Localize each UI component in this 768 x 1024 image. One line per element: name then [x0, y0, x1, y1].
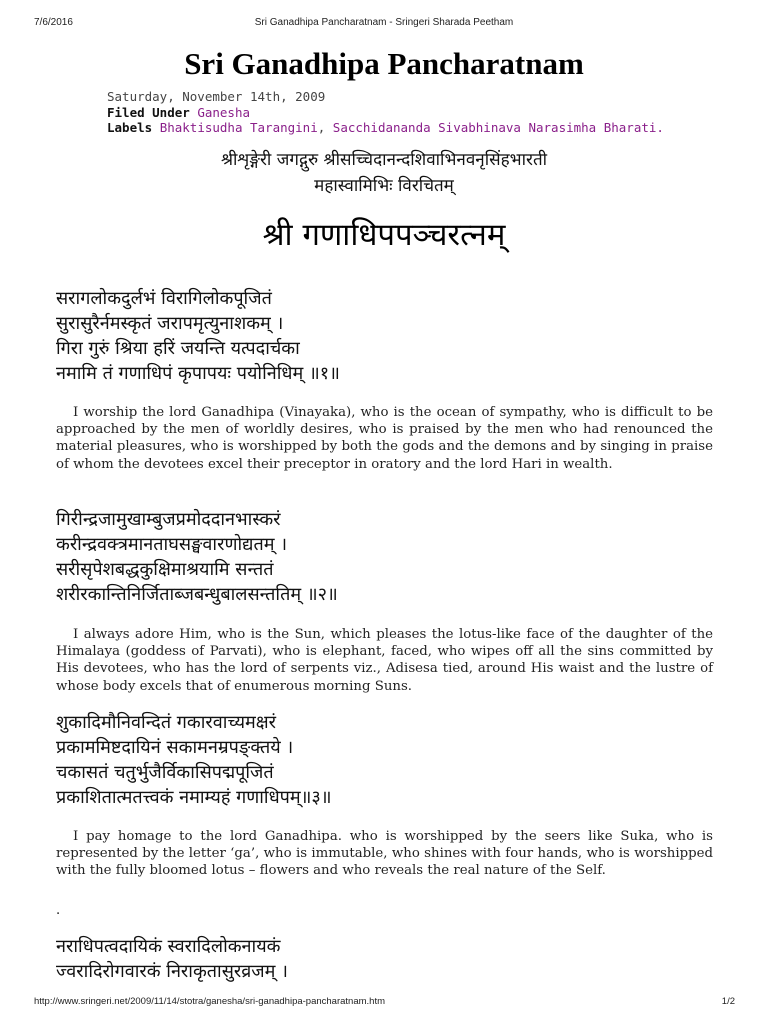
- verse-line: शुकादिमौनिवन्दितं गकारवाच्यमक्षरं: [56, 712, 277, 733]
- verse-line: ज्वरादिरोगवारकं निराकृतासुरव्रजम् ।: [56, 961, 288, 982]
- verse-line: सरागलोकदुर्लभं विरागिलोकपूजितं: [56, 288, 272, 309]
- translation-3: I pay homage to the lord Ganadhipa. who is worshipped by the seers like Suka, who is represented by the letter ‘ga’, who is immutable, who shines with four hands, who is worshipped with the fully bloomed lotus – flowers and who reveals the real nature of the Self.: [56, 829, 713, 879]
- verse-1: [56, 286, 340, 386]
- verse-line: नराधिपत्वदायिकं स्वरादिलोकनायकं: [56, 936, 281, 957]
- verse-line: करीन्द्रवक्त्रमानताघसङ्घवारणोद्यतम् ।: [56, 534, 288, 555]
- category-link-ganesha[interactable]: Ganesha: [197, 105, 251, 120]
- label-link-1[interactable]: Bhaktisudha Tarangini: [159, 120, 318, 135]
- verse-4: [56, 934, 288, 984]
- translation-1: I worship the lord Ganadhipa (Vinayaka), who is the ocean of sympathy, who is difficult to be approached by the men of worldly desires, who is praised by the men who had renounced the material pleasures, who is worshipped by both the gods and the demons and by singing in praise of whom the devotees excel their preceptor in oratory and the lord Hari in wealth.: [56, 405, 713, 472]
- print-page-title: Sri Ganadhipa Pancharatnam - Sringeri Sharada Peetham: [254, 17, 514, 28]
- verse-line: सुरासुरैर्नमस्कृतं जरापमृत्युनाशकम् ।: [56, 313, 284, 334]
- verse-line: नमामि तं गणाधिपं कृपापयः पयोनिधिम् ॥१॥: [56, 363, 340, 384]
- author-line-2: महास्वामिभिः विरचितम्: [314, 176, 454, 196]
- print-url: http://www.sringeri.net/2009/11/14/stotra/ganesha/sri-ganadhipa-pancharatnam.htm: [34, 996, 386, 1007]
- filed-under: [107, 105, 250, 120]
- verse-line: शरीरकान्तिनिर्जिताब्जबन्धुबालसन्ततिम् ॥२॥: [56, 584, 338, 605]
- posted-date: Saturday, November 14th, 2009: [107, 89, 326, 104]
- separator-dot: .: [56, 903, 61, 918]
- verse-2: [56, 507, 338, 607]
- verse-line: प्रकाममिष्टदायिनं सकामनम्रपङ्क्तये ।: [56, 737, 294, 758]
- labels-label: Labels: [107, 120, 153, 135]
- verse-line: चकासतं चतुर्भुजैर्विकासिपद्मपूजितं: [56, 762, 274, 783]
- filed-under-label: Filed Under: [107, 105, 190, 120]
- verse-line: प्रकाशितात्मतत्त्वकं नमाम्यहं गणाधिपम्॥३॥: [56, 787, 332, 808]
- verse-line: गिरीन्द्रजामुखाम्बुजप्रमोददानभास्करं: [56, 509, 281, 530]
- page-number: 1/2: [721, 996, 735, 1007]
- print-date: 7/6/2016: [34, 17, 73, 28]
- article-title: Sri Ganadhipa Pancharatnam: [184, 46, 584, 81]
- verse-line: सरीसृपेशबद्धकुक्षिमाश्रयामि सन्ततं: [56, 559, 274, 580]
- author-line-1: श्रीशृङ्गेरी जगद्गुरु श्रीसच्चिदानन्दशिवाभिनवनृसिंहभारती: [220, 150, 548, 170]
- verse-line: गिरा गुरुं श्रिया हरिं जयन्ति यत्पदार्चका: [56, 338, 300, 359]
- translation-2: I always adore Him, who is the Sun, which pleases the lotus-like face of the daughter of the Himalaya (goddess of Parvati), who is elephant, faced, who wipes off all the sins committed by His devotees, who has the lord of serpents viz., Adisesa tied, around His waist and the lustre of whose body excels that of enumerous morning Suns.: [56, 627, 713, 694]
- label-link-2[interactable]: Sacchidananda Sivabhinava Narasimha Bharati.: [332, 120, 664, 135]
- labels-line: Labels Bhaktisudha Tarangini, Sacchidananda Sivabhinava Narasimha Bharati.: [107, 120, 664, 135]
- verse-3: [56, 710, 332, 810]
- sanskrit-title: श्री गणाधिपपञ्चरत्नम्: [262, 217, 506, 253]
